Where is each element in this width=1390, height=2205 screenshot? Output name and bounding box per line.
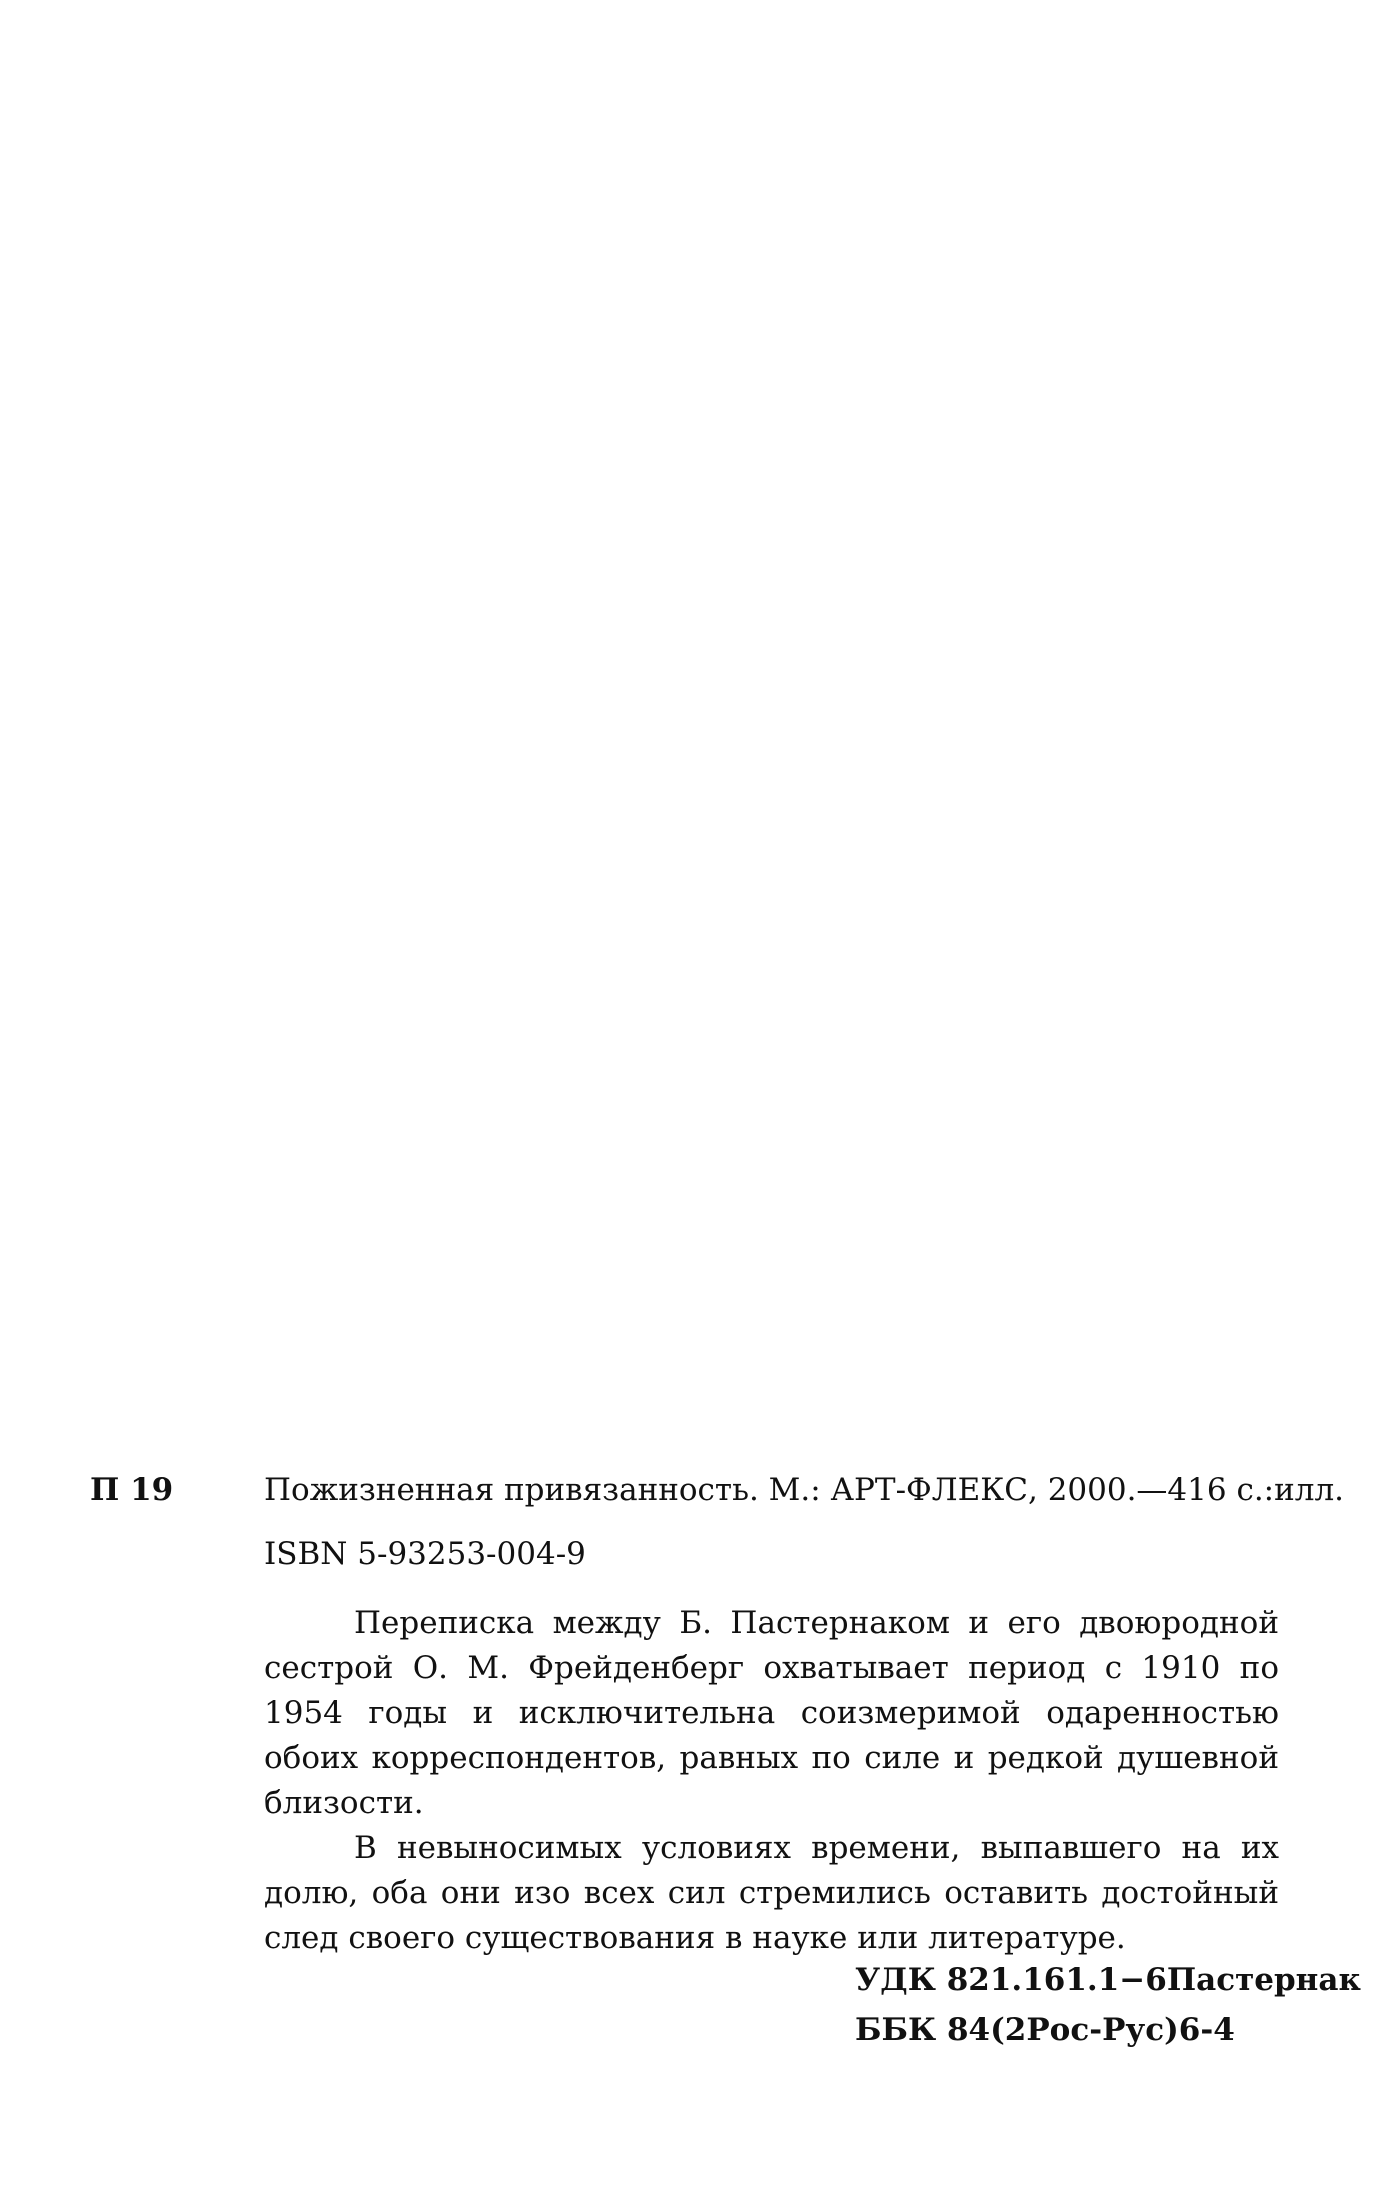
- bbk-index: ББК 84(2Рос-Рус)6-4: [855, 2012, 1235, 2048]
- bibliographic-description: Пожизненная привязанность. М.: АРТ-ФЛЕКС, 2000.—416 с.:илл.: [264, 1472, 1345, 1508]
- call-number: П 19: [90, 1472, 174, 1508]
- isbn: ISBN 5-93253-004-9: [264, 1536, 586, 1572]
- catalog-card: [90, 1468, 1345, 1961]
- catalog-body: [264, 1532, 1279, 1961]
- annotation-paragraph: В невыносимых условиях времени, выпавшего на их долю, оба они изо всех сил стремились оставить достойный след своего существования в науке или литературе.: [264, 1830, 1279, 1956]
- classification-indices: [855, 1955, 1361, 2055]
- annotation: [264, 1601, 1279, 1961]
- annotation-paragraph: Переписка между Б. Пастернаком и его двоюродной сестрой О. М. Фрейденберг охватывает период с 1910 по 1954 годы и исключительна соизмеримой одаренностью обоих корреспондентов, равных по силе и редкой душевной близости.: [264, 1605, 1279, 1821]
- udc-index: УДК 821.161.1−6Пастернак: [855, 1962, 1361, 1998]
- catalog-header-row: [90, 1468, 1345, 1512]
